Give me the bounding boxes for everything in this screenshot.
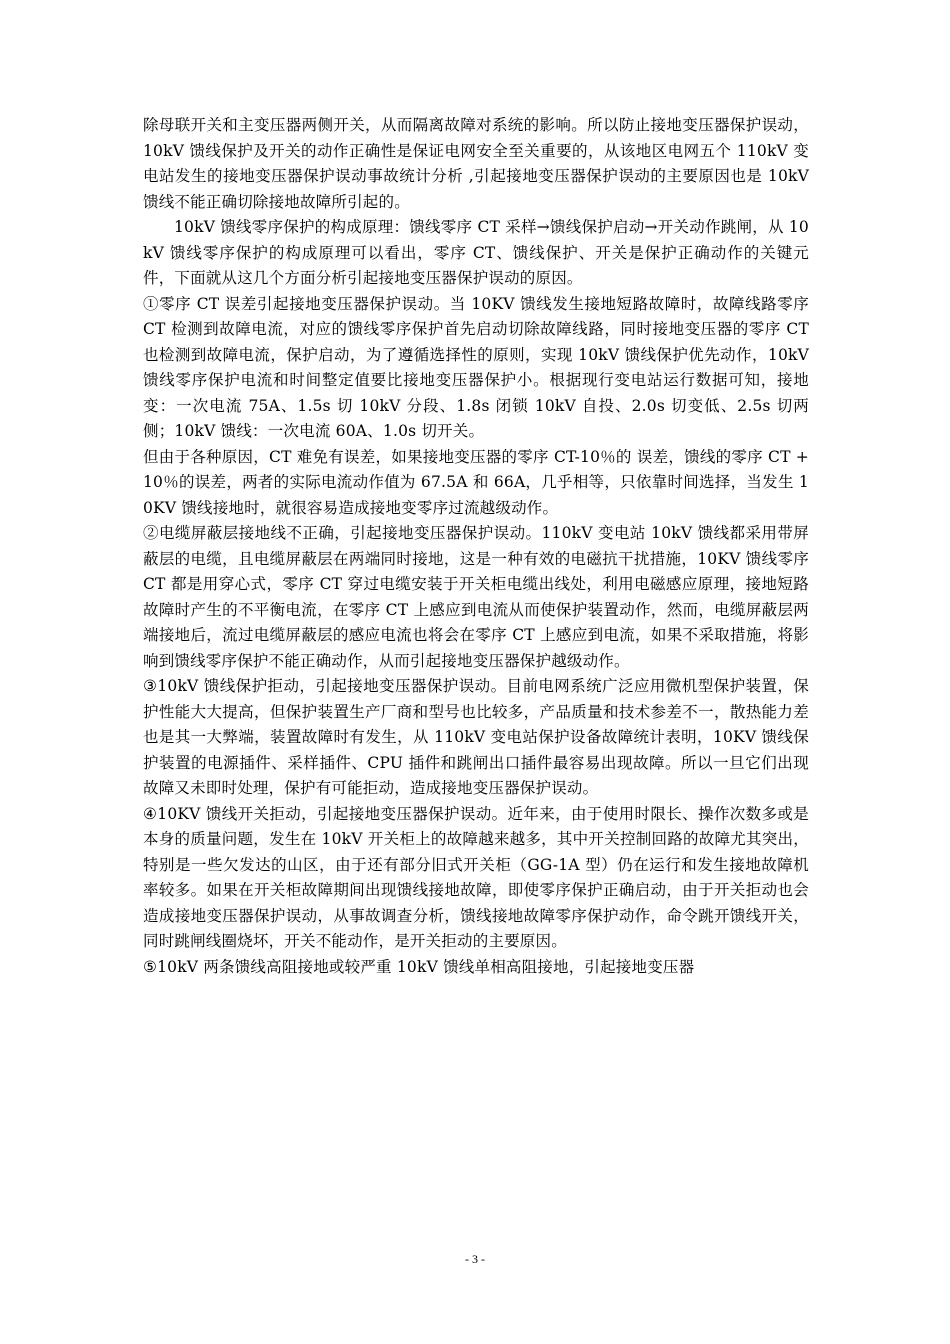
paragraph-5: ②电缆屏蔽层接地线不正确，引起接地变压器保护误动。110kV 变电站 10kV 馈线都采用带屏蔽层的电缆，且电缆屏蔽层在两端同时接地，这是一种有效的电磁抗干扰措施，10KV 馈线零序 CT 都是用穿心式，零序 CT 穿过电缆安装于开关柜电缆出线处，利用电磁感应原理，接地短路故障时产生的不平衡电流，在零序 CT 上感应到电流从而使保护装置动作，然而，电缆屏蔽层两端接地后，流过电缆屏蔽层的感应电流也将会在零序 CT 上感应到电流，如果不采取措施，将影响到馈线零序保护不能正确动作，从而引起接地变压器保护越级动作。	[143, 524, 809, 670]
paragraph-8: ⑤10kV 两条馈线高阻接地或较严重 10kV 馈线单相高阻接地，引起接地变压器	[143, 957, 695, 976]
document-body	[143, 113, 809, 980]
paragraph-2: 10kV 馈线零序保护的构成原理：馈线零序 CT 采样→馈线保护启动→开关动作跳闸，从 10kV 馈线零序保护的构成原理可以看出，零序 CT、馈线保护、开关是保护正确动作的关键元件，下面就从这几个方面分析引起接地变压器保护误动的原因。	[143, 218, 809, 287]
paragraph-4: 但由于各种原因，CT 难免有误差，如果接地变压器的零序 CT-10％的 误差，馈线的零序 CT +10％的误差，两者的实际电流动作值为 67.5A 和 66A，几乎相等，只依靠时间选择，当发生 10KV 馈线接地时，就很容易造成接地变零序过流越级动作。	[143, 447, 809, 517]
paragraph-3: ①零序 CT 误差引起接地变压器保护误动。当 10KV 馈线发生接地短路故障时，故障线路零序 CT 检测到故障电流，对应的馈线零序保护首先启动切除故障线路，同时接地变压器的零序 CT 也检测到故障电流，保护启动，为了遵循选择性的原则，实现 10kV 馈线保护优先动作，10kV 馈线零序保护电流和时间整定值要比接地变压器保护小。根据现行变电站运行数据可知，接地变：一次电流 75A、1.5s 切 10kV 分段、1.8s 闭锁 10kV 自投、2.0s 切变低、2.5s 切两侧；10kV 馈线：一次电流 60A、1.0s 切开关。	[143, 294, 809, 440]
paragraph-1: 除母联开关和主变压器两侧开关，从而隔离故障对系统的影响。所以防止接地变压器保护误动，10kV 馈线保护及开关的动作正确性是保证电网安全至关重要的，从该地区电网五个 110kV 变电站发生的接地变压器保护误动事故统计分析 ,引起接地变压器保护误动的主要原因也是 10kV 馈线不能正确切除接地故障所引起的。	[143, 116, 809, 211]
paragraph-6: ③10kV 馈线保护拒动，引起接地变压器保护误动。目前电网系统广泛应用微机型保护装置，保护性能大大提高，但保护装置生产厂商和型号也比较多，产品质量和技术参差不一，散热能力差也是其一大弊端，装置故障时有发生，从 110kV 变电站保护设备故障统计表明，10KV 馈线保护装置的电源插件、采样插件、CPU 插件和跳闸出口插件最容易出现故障。所以一旦它们出现故障又未即时处理，保护有可能拒动，造成接地变压器保护误动。	[143, 677, 809, 797]
paragraph-7: ④10KV 馈线开关拒动，引起接地变压器保护误动。近年来，由于使用时限长、操作次数多或是本身的质量问题，发生在 10kV 开关柜上的故障越来越多，其中开关控制回路的故障尤其突出，特别是一些欠发达的山区，由于还有部分旧式开关柜（GG-1A 型）仍在运行和发生接地故障机率较多。如果在开关柜故障期间出现馈线接地故障，即使零序保护正确启动，由于开关拒动也会造成接地变压器保护误动，从事故调查分析，馈线接地故障零序保护动作，命令跳开馈线开关，同时跳闸线圈烧坏，开关不能动作，是开关拒动的主要原因。	[143, 804, 809, 950]
page-number: - 3 -	[465, 1252, 485, 1266]
